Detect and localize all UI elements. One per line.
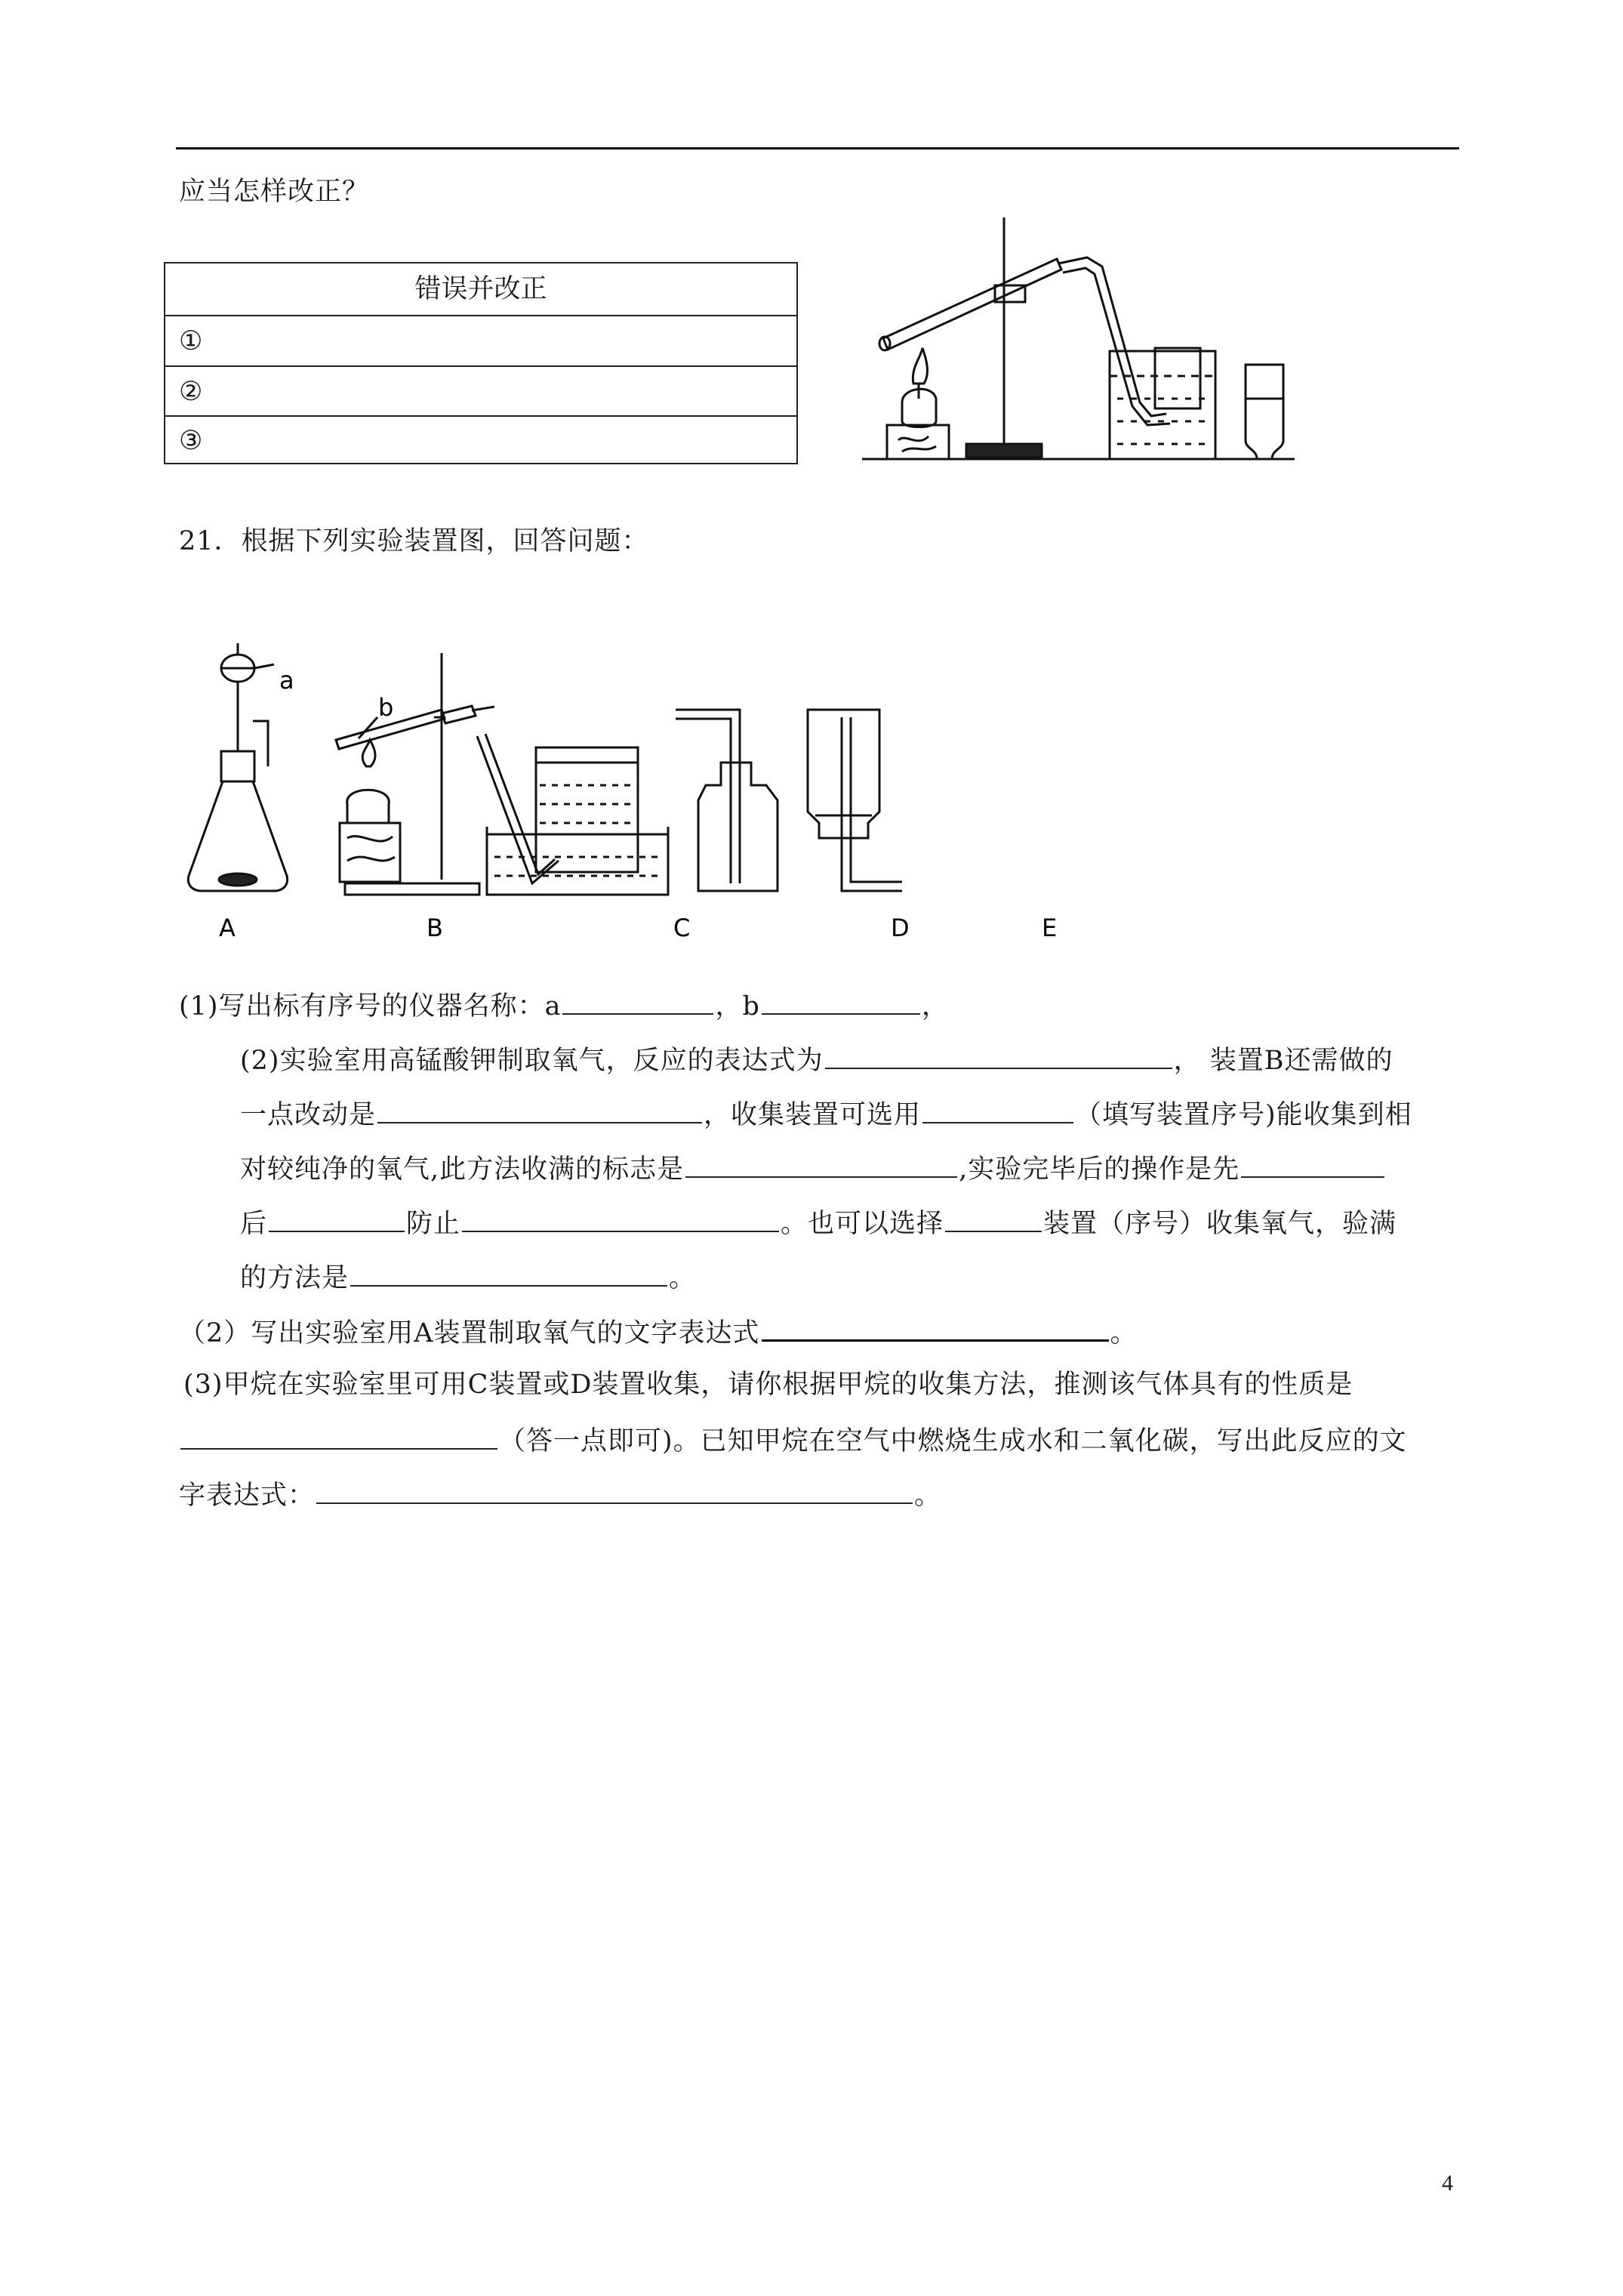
part1-text-c: ， [921,991,949,1022]
part2-text: 一点改动是 [240,1100,377,1130]
apparatus-figure [177,634,1129,966]
answer-blank-then-step[interactable] [269,1205,405,1232]
question-part-3-line-2 [179,1422,1407,1458]
apparatus-c [477,734,668,895]
figure-label-E: E [1042,914,1058,942]
label-b: b [378,693,394,722]
rubber-stopper [221,751,254,781]
answer-blank-methane-equation[interactable] [316,1477,913,1504]
part3-text: 。 [914,1481,942,1511]
table-header: 错误并改正 [414,274,547,304]
answer-blank-reaction[interactable] [825,1042,1172,1069]
answer-blank-full-sign[interactable] [685,1151,957,1178]
apparatus-a [188,643,287,891]
table-header-row [165,264,796,315]
part2-text: ,实验完毕后的操作是先 [959,1154,1240,1185]
test-tube-stopper [442,706,476,723]
figure-label-B: B [427,914,443,942]
figure-label-D: D [891,914,910,942]
part2b-text: 。 [1110,1318,1138,1348]
question-part-2-line-3 [240,1151,1386,1186]
alcohol-lamp [347,790,390,823]
part1-text-a: (1)写出标有序号的仪器名称：a [179,991,562,1022]
flame [913,348,927,384]
row-marker-3: ③ [179,426,203,456]
row-marker-2: ② [179,377,203,407]
table-row [165,365,796,415]
inverted-gas-jar [536,747,638,872]
part2-text: 。 [669,1263,697,1293]
label-a: a [279,666,294,695]
apparatus-e [808,710,902,891]
test-tube [883,259,1061,350]
question-part-2-line-2 [240,1096,1412,1132]
answer-blank-check-method[interactable] [350,1259,667,1287]
figure-label-C: C [673,914,691,942]
label-a-leader [254,664,274,668]
stand-base [966,444,1042,458]
part2-text: (2)实验室用高锰酸钾制取氧气，反应的表达式为 [240,1046,824,1076]
question-part-1 [179,988,949,1023]
answer-blank-a[interactable] [562,988,713,1015]
answer-blank-device[interactable] [945,1205,1042,1232]
part2-text: 装置（序号）收集氧气，验满 [1043,1209,1397,1239]
part2-text: 的方法是 [240,1263,350,1293]
part2-text: 后 [240,1209,268,1239]
flame [362,740,375,766]
table-row [165,315,796,365]
part2-text: ，收集装置可选用 [704,1100,922,1130]
page-number: 4 [1442,2171,1453,2196]
question-part-2-line-5 [240,1259,696,1295]
delivery-tube-inner [851,717,902,882]
figure-label-A: A [219,914,236,942]
row-marker-1: ① [179,326,203,356]
incorrect-oxygen-apparatus-diagram [861,214,1298,467]
part1-text-b: ，b [715,991,760,1022]
answer-blank-word-equation-a[interactable] [762,1314,1109,1342]
answer-blank-b[interactable] [762,988,920,1015]
part2-text: ， 装置B还需做的 [1173,1046,1394,1076]
spare-gas-jar [1246,365,1283,459]
part2-text: 。也可以选择 [781,1209,944,1239]
table-row [165,415,796,464]
question-part-2-line-4 [240,1205,1397,1240]
delivery-tube [477,736,559,883]
error-correction-table [164,262,798,464]
part3-text: 字表达式： [179,1481,316,1511]
answer-blank-modification[interactable] [377,1096,702,1123]
inverted-bottle [808,710,879,838]
question-part-3-line-1: (3)甲烷在实验室里可用C装置或D装置收集，请你根据甲烷的收集方法，推测该气体具有的性质是 [183,1370,1354,1400]
wood-grain [347,837,395,861]
wood-grain [898,436,936,451]
apparatus-b [336,653,494,895]
wooden-block [340,823,400,882]
solid-reagent [219,874,257,886]
stand-base [345,883,479,895]
delivery-tube-inner [676,719,731,883]
question-part-2-line-1 [240,1042,1393,1077]
answer-blank-first-step[interactable] [1241,1151,1384,1178]
part2-text: （填写装置序号)能收集到相 [1075,1100,1412,1130]
apparatus-d [676,710,778,891]
wooden-block [887,425,949,459]
question-part-2b [179,1314,1138,1350]
part2-text: 防止 [406,1209,461,1239]
gas-bottle [698,763,778,891]
part2-text: 对较纯净的氧气,此方法收满的标志是 [240,1154,685,1185]
answer-blank-property[interactable] [180,1422,497,1450]
delivery-tube [472,707,494,710]
header-rule [176,147,1459,149]
question-21-title: 21．根据下列实验装置图，回答问题： [179,526,649,556]
part2b-text: （2）写出实验室用A装置制取氧气的文字表达式 [179,1318,760,1348]
part3-text: （答一点即可)。已知甲烷在空气中燃烧生成水和二氧化碳，写出此反应的文 [499,1426,1407,1456]
question-part-3-line-3 [179,1477,941,1512]
answer-blank-prevent[interactable] [462,1205,779,1232]
answer-blank-collection[interactable] [922,1096,1073,1123]
intro-question: 应当怎样改正？ [179,177,370,207]
